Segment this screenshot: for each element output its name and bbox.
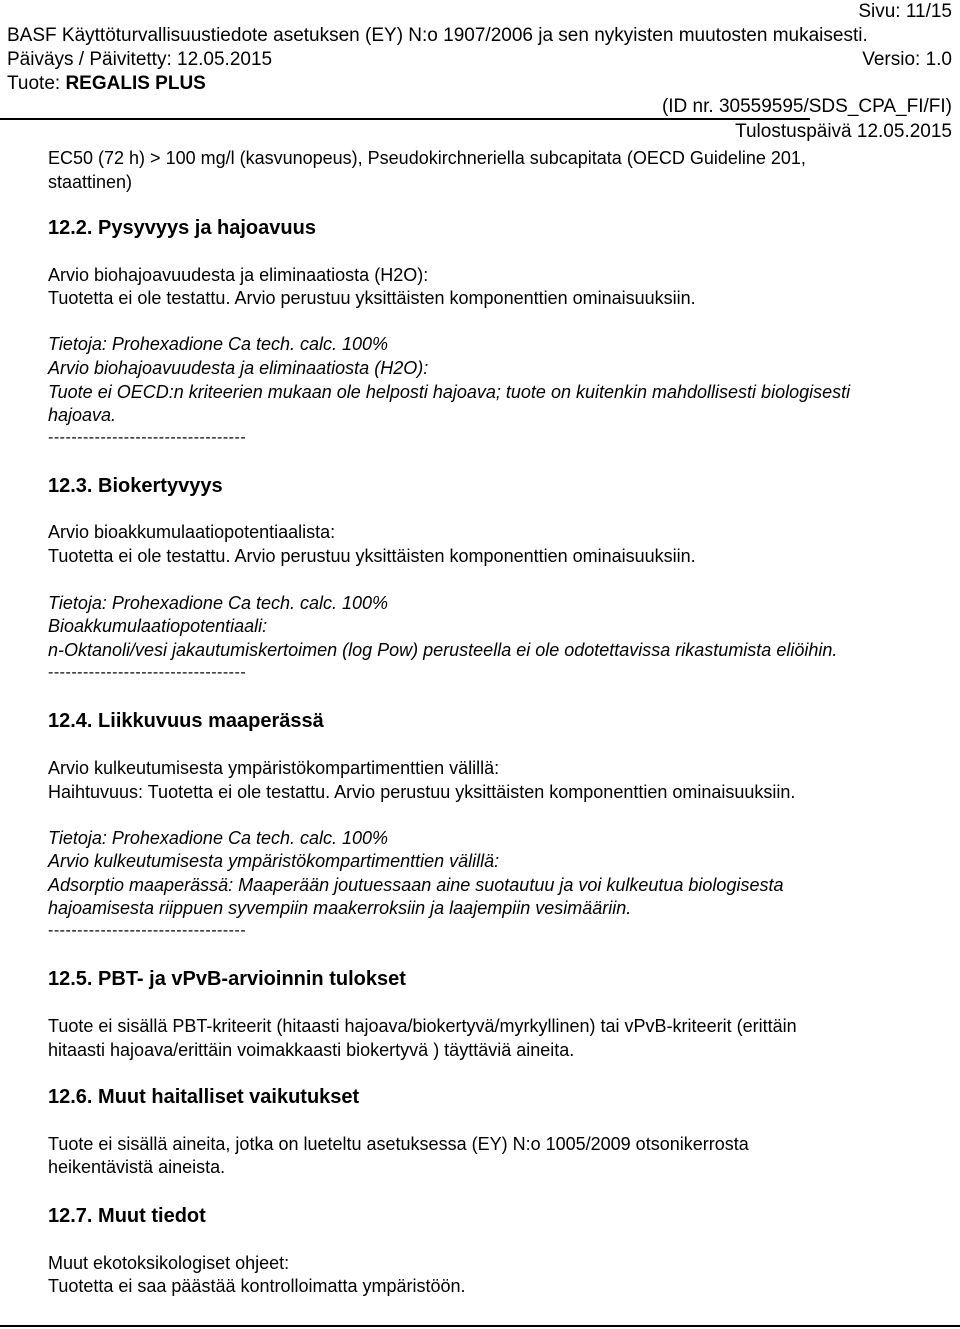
dash-separator: ----------------------------------: [48, 922, 247, 939]
section-12-4-text: Arvio kulkeutumisesta ympäristökompartimenttien välillä:: [48, 758, 500, 778]
section-12-2-note: hajoava.: [48, 405, 117, 425]
section-12-4-heading: 12.4. Liikkuvuus maaperässä: [48, 710, 324, 732]
section-12-3-note: n-Oktanoli/vesi jakautumiskertoimen (log Pow) perusteella ei ole odotettavissa rikastumista eliöihin.: [48, 640, 838, 660]
section-12-2-text: Arvio biohajoavuudesta ja eliminaatiosta (H2O):: [48, 265, 429, 285]
section-12-5-text: Tuote ei sisällä PBT-kriteerit (hitaasti hajoava/biokertyvä/myrkyllinen) tai vPvB-kriteerit (erittäin: [48, 1016, 797, 1036]
section-12-3-note: Bioakkumulaatiopotentiaali:: [48, 616, 268, 636]
document-title: BASF Käyttöturvallisuustiedote asetuksen (EY) N:o 1907/2006 ja sen nykyisten muutosten mukaisesti.: [7, 25, 868, 46]
section-12-2-note: Arvio biohajoavuudesta ja eliminaatiosta (H2O):: [48, 358, 429, 378]
section-12-2-text: Tuotetta ei ole testattu. Arvio perustuu yksittäisten komponenttien ominaisuuksiin.: [48, 288, 696, 308]
section-12-5-heading: 12.5. PBT- ja vPvB-arvioinnin tulokset: [48, 968, 406, 990]
footer-divider: [0, 1325, 960, 1327]
dash-separator: ----------------------------------: [48, 429, 247, 446]
section-12-7-text: Muut ekotoksikologiset ohjeet:: [48, 1253, 290, 1273]
page-number: Sivu: 11/15: [858, 1, 952, 22]
section-12-7-text: Tuotetta ei saa päästää kontrolloimatta ympäristöön.: [48, 1276, 466, 1296]
section-12-2-note: Tuote ei OECD:n kriteerien mukaan ole helposti hajoava; tuote on kuitenkin mahdollisesti biologisesti: [48, 382, 851, 402]
product-name: REGALIS PLUS: [65, 73, 206, 94]
header-divider: [0, 118, 810, 120]
product-label: Tuote:: [7, 73, 61, 94]
section-12-4-note: Adsorptio maaperässä: Maaperään joutuessaan aine suotautuu ja voi kulkeutua biologisesta: [48, 875, 784, 895]
section-12-6-text: heikentävistä aineista.: [48, 1157, 226, 1177]
section-12-5-text: hitaasti hajoava/erittäin voimakkaasti biokertyvä ) täyttäviä aineita.: [48, 1040, 575, 1060]
section-12-6-text: Tuote ei sisällä aineita, jotka on lueteltu asetuksessa (EY) N:o 1005/2009 otsonikerrosta: [48, 1134, 749, 1154]
dash-separator: ----------------------------------: [48, 664, 247, 681]
section-12-2-note: Tietoja: Prohexadione Ca tech. calc. 100%: [48, 334, 389, 354]
section-12-3-heading: 12.3. Biokertyvyys: [48, 475, 223, 497]
section-12-2-heading: 12.2. Pysyvyys ja hajoavuus: [48, 217, 316, 239]
section-12-4-note: hajoamisesta riippuen syvempiin maakerroksiin ja laajempiin vesimääriin.: [48, 898, 632, 918]
section-12-4-note: Arvio kulkeutumisesta ympäristökompartimenttien välillä:: [48, 851, 500, 871]
document-date: Päiväys / Päivitetty: 12.05.2015: [7, 49, 273, 70]
ec50-line-2: staattinen): [48, 172, 133, 192]
section-12-4-text: Haihtuvuus: Tuotetta ei ole testattu. Arvio perustuu yksittäisten komponenttien ominaisuuksiin.: [48, 782, 796, 802]
section-12-3-text: Arvio bioakkumulaatiopotentiaalista:: [48, 522, 336, 542]
section-12-3-note: Tietoja: Prohexadione Ca tech. calc. 100%: [48, 593, 389, 613]
product-line: [7, 73, 206, 95]
section-12-4-note: Tietoja: Prohexadione Ca tech. calc. 100%: [48, 828, 389, 848]
document-version: Versio: 1.0: [862, 49, 952, 70]
section-12-3-text: Tuotetta ei ole testattu. Arvio perustuu yksittäisten komponenttien ominaisuuksiin.: [48, 546, 696, 566]
document-id: (ID nr. 30559595/SDS_CPA_FI/FI): [661, 96, 952, 117]
ec50-line-1: EC50 (72 h) > 100 mg/l (kasvunopeus), Pseudokirchneriella subcapitata (OECD Guideline 201,: [48, 148, 806, 168]
section-12-6-heading: 12.6. Muut haitalliset vaikutukset: [48, 1086, 360, 1108]
section-12-7-heading: 12.7. Muut tiedot: [48, 1205, 206, 1227]
print-date: Tulostuspäivä 12.05.2015: [735, 121, 952, 142]
